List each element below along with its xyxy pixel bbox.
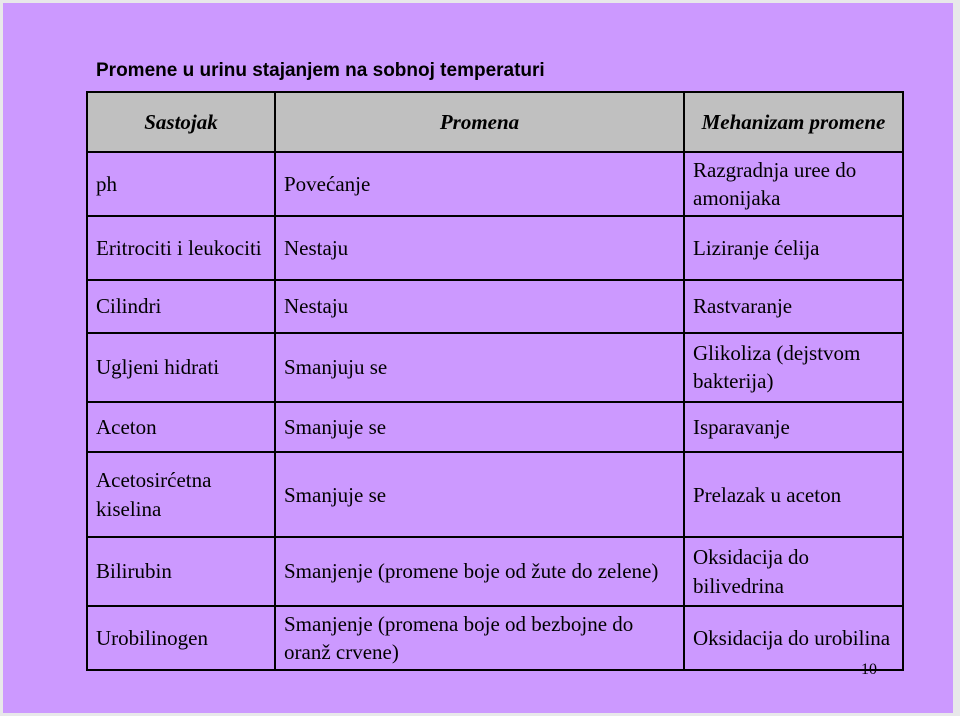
urine-changes-table [86,91,904,671]
table-row [87,280,903,332]
cell-component: Urobilinogen [87,606,275,670]
cell-component: ph [87,152,275,216]
cell-mechanism: Rastvaranje [684,280,903,332]
table-row [87,606,903,670]
table-row [87,537,903,605]
cell-component: Ugljeni hidrati [87,333,275,402]
cell-component: Acetosirćetna kiselina [87,452,275,537]
slide [3,3,953,713]
cell-change: Smanjenje (promena boje od bezbojne do oranž crvene) [275,606,684,670]
table-row [87,333,903,402]
cell-change: Nestaju [275,280,684,332]
header-sastojak: Sastojak [87,92,275,152]
table-row [87,402,903,452]
cell-mechanism: Oksidacija do urobilina [684,606,903,670]
cell-mechanism: Oksidacija do bilivedrina [684,537,903,605]
table-header-row [87,92,903,152]
cell-change: Smanjenje (promene boje od žute do zelene) [275,537,684,605]
cell-component: Aceton [87,402,275,452]
header-mehanizam: Mehanizam promene [684,92,903,152]
cell-component: Cilindri [87,280,275,332]
table-row [87,452,903,537]
table-row [87,152,903,216]
cell-change: Smanjuje se [275,402,684,452]
cell-mechanism: Prelazak u aceton [684,452,903,537]
slide-title: Promene u urinu stajanjem na sobnoj temperaturi [96,60,545,81]
cell-mechanism: Isparavanje [684,402,903,452]
cell-component: Eritrociti i leukociti [87,216,275,280]
table-row [87,216,903,280]
cell-component: Bilirubin [87,537,275,605]
header-promena: Promena [275,92,684,152]
cell-mechanism: Liziranje ćelija [684,216,903,280]
cell-change: Povećanje [275,152,684,216]
cell-change: Nestaju [275,216,684,280]
page-number: 10 [861,661,877,678]
cell-mechanism: Glikoliza (dejstvom bakterija) [684,333,903,402]
cell-change: Smanjuju se [275,333,684,402]
cell-mechanism: Razgradnja uree do amonijaka [684,152,903,216]
cell-change: Smanjuje se [275,452,684,537]
